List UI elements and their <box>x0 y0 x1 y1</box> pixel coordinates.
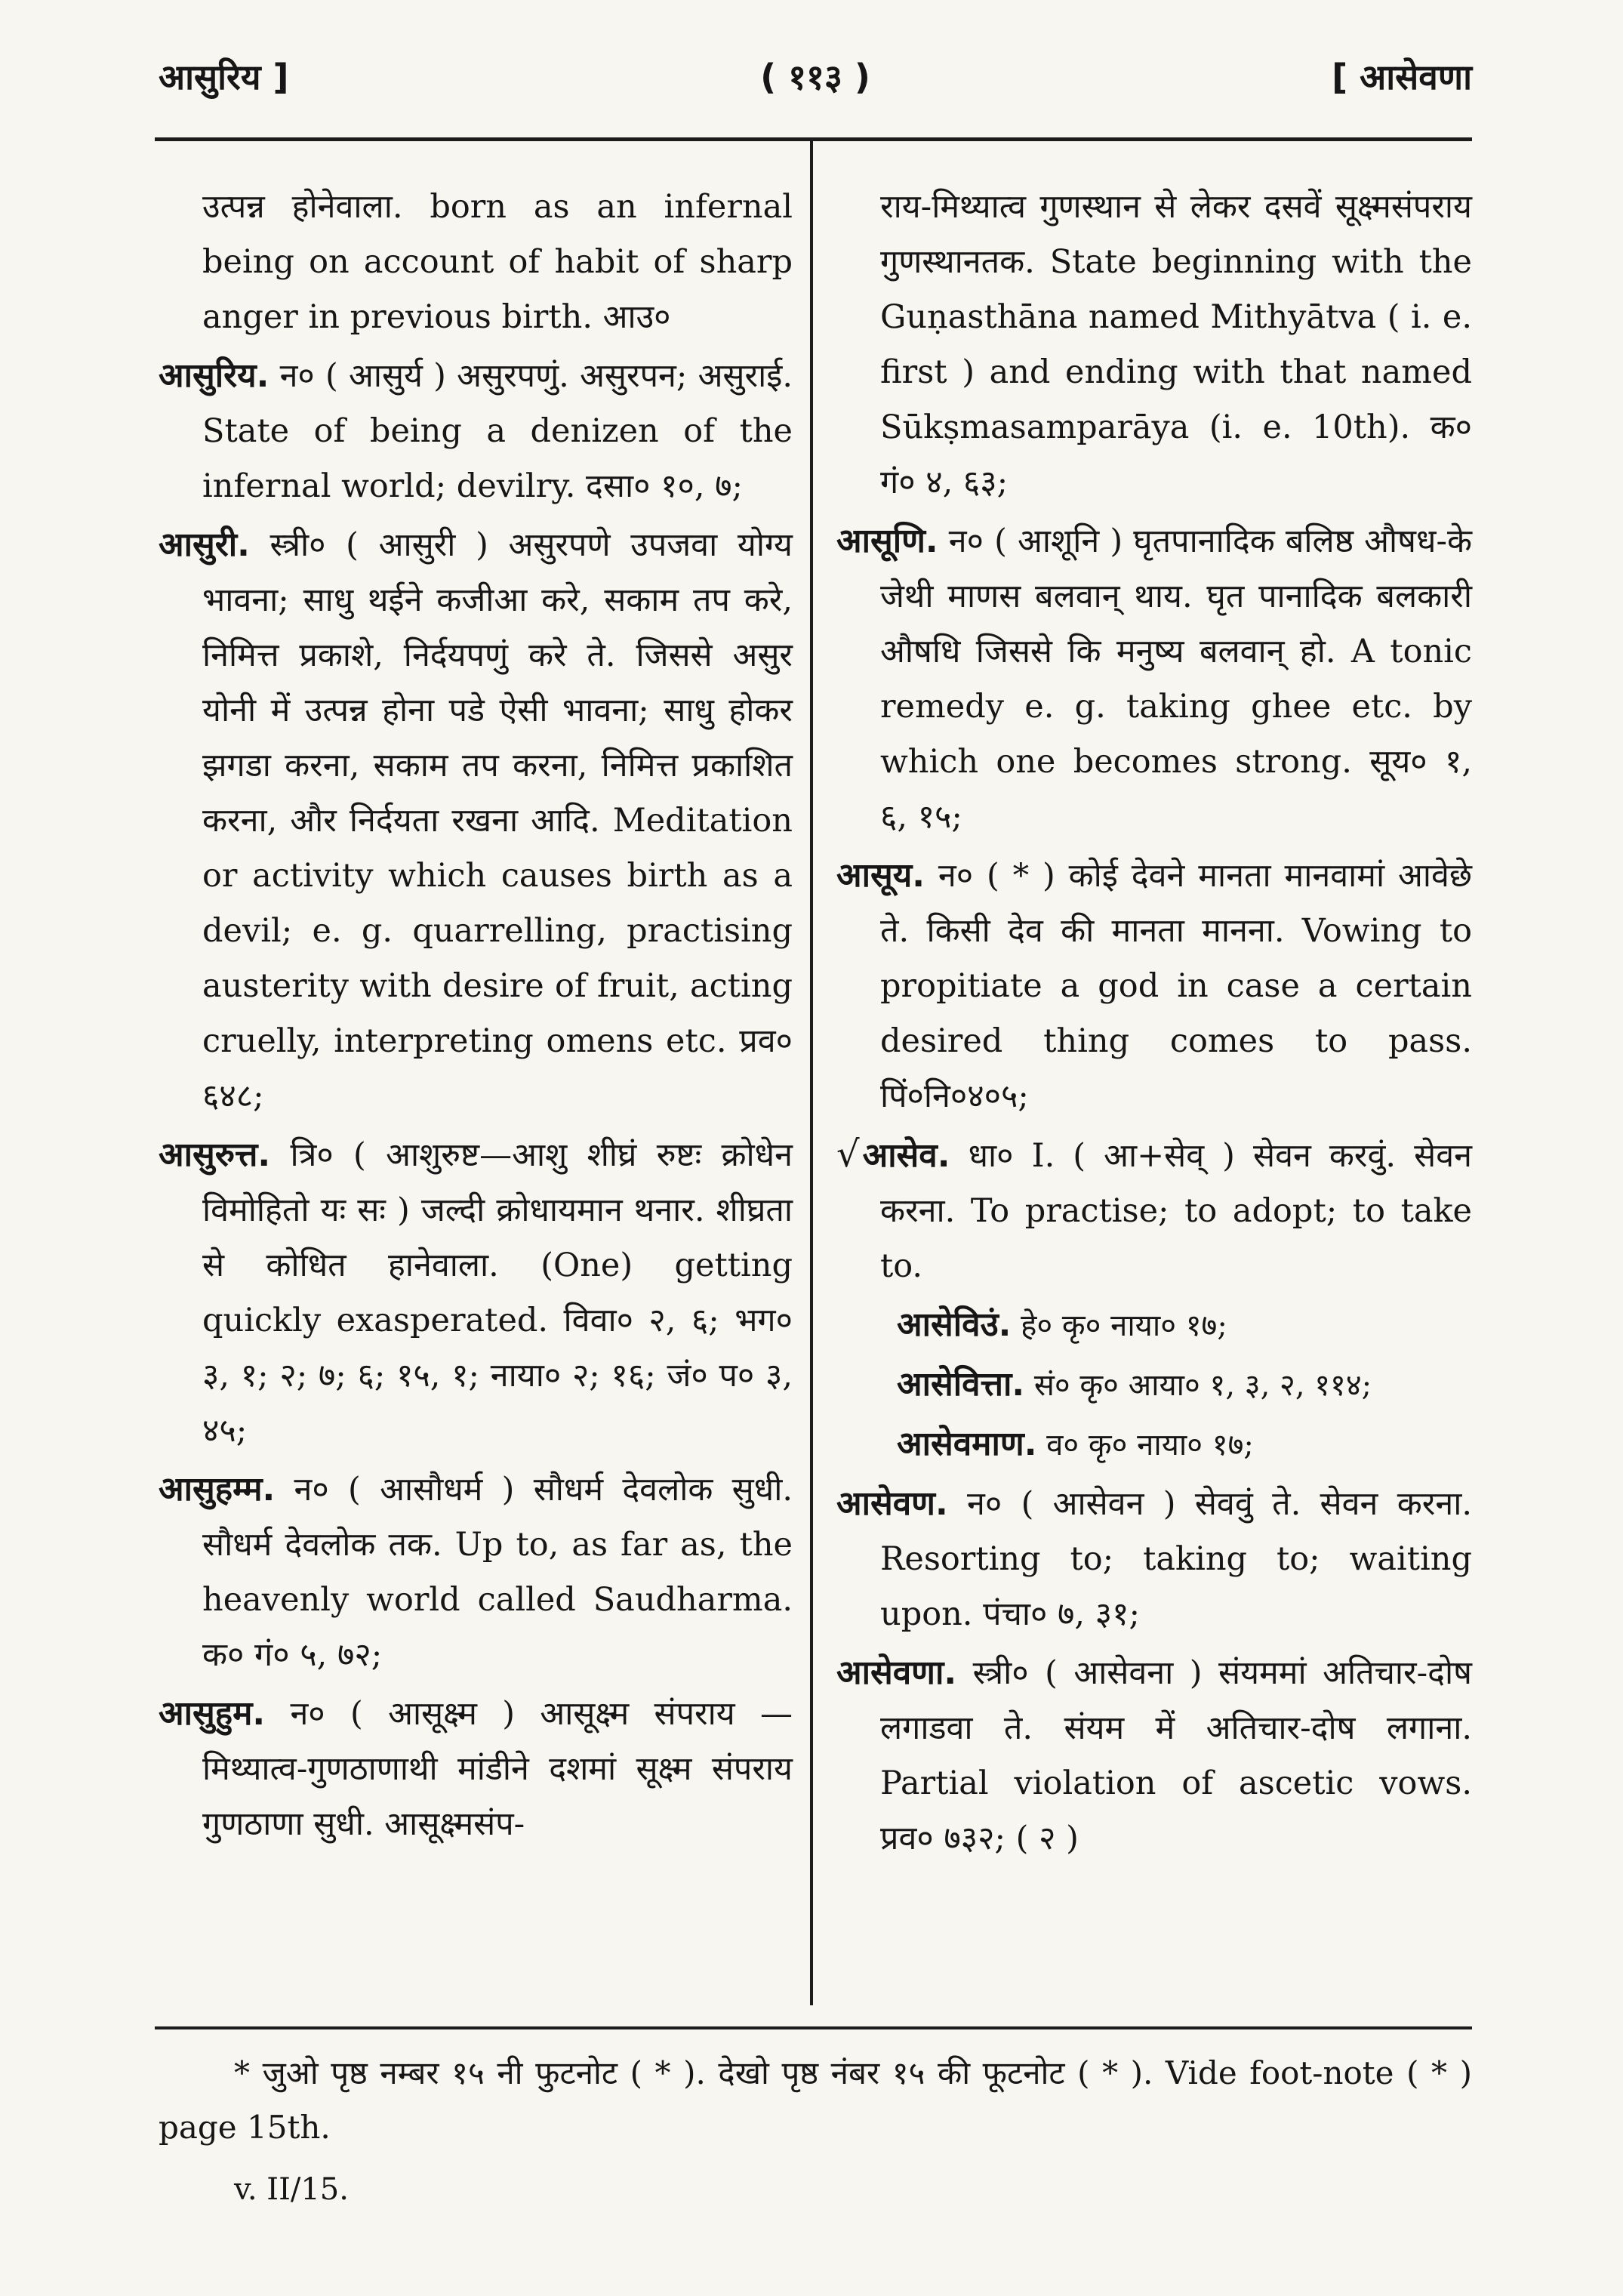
headword: आसेविउं. <box>897 1305 1012 1344</box>
entry-text: न० ( आशूनि ) घृतपानादिक बलिष्ठ औषध-के जेथी माणस बलवान् थाय. घृत पानादिक बलकारी औषधि जिससे कि मनुष्य बलवान् हो. A tonic remedy e. g. taking ghee etc. by which one becomes strong. सूय० १, ६, १५; <box>880 522 1473 836</box>
entry-text: राय-मिथ्यात्व गुणस्थान से लेकर दसवें सूक्ष्मसंपराय गुणस्थानतक. State beginning with the Guṇasthāna named Mithyātva ( i. e. first ) and ending with that named Sūkṣmasamparāya (i. e. 10th). क० गं० ४, ६३; <box>880 188 1472 501</box>
headword: आसेव. <box>862 1136 950 1175</box>
checkmark-icon: √ <box>836 1133 860 1176</box>
entry-text: न० ( आसौधर्म ) सौधर्म देवलोक सुधी. सौधर्म देवलोक तक. Up to, as far as, the heavenly world called Saudharma. क० गं० ५, ७२; <box>202 1471 793 1674</box>
entry-text: स्त्री० ( आसुरी ) असुरपणे उपजवा योग्य भावना; साधु थईने कजीआ करे, सकाम तप करे, निमित्त प्रकाशे, निर्दयपणुं करे ते. जिससे असुर योनी में उत्पन्न होना पडे ऐसी भावना; साधु होकर झगडा करना, सकाम तप करना, निमित्त प्रकाशित करना, और निर्दयता रखना आदि. Meditation or activity which causes birth as a devil; e. g. quarrelling, practising austerity with desire of fruit, acting cruelly, interpreting omens etc. प्रव० ६४८; <box>202 526 793 1115</box>
entry-text: न० ( आसुर्य ) असुरपणुं. असुरपन; असुराई. State of being a denizen of the infernal world; devilry. दसा० १०, ७; <box>202 357 793 505</box>
headword: आसुरुत्त. <box>159 1136 271 1174</box>
headword: आसुहम्म. <box>159 1470 276 1509</box>
running-header <box>159 47 1472 107</box>
entry-text: न० ( * ) कोई देवने मानता मानवामां आवेछे ते. किसी देव की मानता मानना. Vowing to propitiate a god in case a certain desired thing comes to pass. पिं०नि०४०५; <box>880 857 1473 1115</box>
signature-mark: v. II/15. <box>234 2172 349 2207</box>
headword: आसुरिय. <box>159 356 269 395</box>
sub-entry <box>836 1357 1472 1413</box>
header-right-guideword: [ आसेवणा <box>1332 57 1472 97</box>
dictionary-entry <box>836 1645 1472 1866</box>
headword: आसेवमाण. <box>897 1425 1037 1463</box>
column-divider <box>810 140 813 2005</box>
entry-continuation <box>836 180 1472 510</box>
dictionary-entry <box>159 517 793 1124</box>
entry-text: न० ( आसूक्ष्म ) आसूक्ष्म संपराय —मिथ्यात्व-गुणठाणाथी मांडीने दशमां सूक्ष्म संपराय गुणठाणा सुधी. आसूक्ष्मसंप- <box>202 1695 793 1843</box>
header-rule <box>155 137 1472 141</box>
entry-text: स्त्री० ( आसेवना ) संयममां अतिचार-दोष लगाडवा ते. संयम में अतिचार-दोष लगाना. Partial violation of ascetic vows. प्रव० ७३२; ( २ ) <box>880 1654 1472 1857</box>
sub-entry <box>836 1416 1472 1473</box>
right-column <box>836 180 1472 1869</box>
entry-text: उत्पन्न होनेवाला. born as an infernal being on account of habit of sharp anger in previous birth. आउ० <box>202 188 793 336</box>
dictionary-entry <box>159 1127 793 1459</box>
entry-text: न० ( आसेवन ) सेववुं ते. सेवन करना. Resorting to; taking to; waiting upon. पंचा० ७, ३१; <box>880 1485 1472 1633</box>
sub-entry <box>836 1297 1472 1354</box>
dictionary-entry <box>159 348 793 514</box>
headword: आसुरी. <box>159 525 250 564</box>
headword: आसेवित्ता. <box>897 1365 1025 1404</box>
dictionary-entry <box>836 1476 1472 1642</box>
entry-text: धा० I. ( आ+सेव् ) सेवन करवुं. सेवन करना. To practise; to adopt; to take to. <box>880 1137 1473 1285</box>
headword: आसुहुम. <box>159 1694 266 1733</box>
dictionary-entry <box>836 513 1472 845</box>
header-left-guideword: आसुरिय ] <box>159 57 289 97</box>
dictionary-entry <box>159 1686 793 1852</box>
headword: आसेवण. <box>836 1484 948 1523</box>
page-number: ( ११३ ) <box>760 57 870 97</box>
dictionary-entry <box>836 1127 1472 1294</box>
entry-continuation <box>159 180 793 345</box>
entry-text: त्रि० ( आशुरुष्ट—आशु शीघ्रं रुष्टः क्रोधेन विमोहितो यः सः ) जल्दी क्रोधायमान थनार. शीघ्रता से कोधित हानेवाला. (One) getting quickly exasperated. विवा० २, ६; भग० ३, १; २; ७; ६; १५, १; नाया० २; १६; जं० प० ३, ४५; <box>202 1136 793 1450</box>
headword: आसूणि. <box>836 522 938 560</box>
entry-text: हे० कृ० नाया० १७; <box>1021 1308 1227 1343</box>
dictionary-entry <box>159 1462 793 1683</box>
entry-text: सं० कृ० आया० १, ३, २, ११४; <box>1033 1368 1372 1403</box>
footer-rule <box>155 2026 1472 2029</box>
left-column <box>159 180 793 1855</box>
footnote: * जुओ पृष्ठ नम्बर १५ नी फुटनोट ( * ). देखो पृष्ठ नंबर १५ की फूटनोट ( * ). Vide foot-note ( * ) page 15th. <box>159 2054 1472 2146</box>
dictionary-entry <box>836 848 1472 1124</box>
headword: आसूय. <box>836 856 925 895</box>
entry-text: व० कृ० नाया० १७; <box>1046 1428 1254 1462</box>
headword: आसेवणा. <box>836 1653 957 1692</box>
